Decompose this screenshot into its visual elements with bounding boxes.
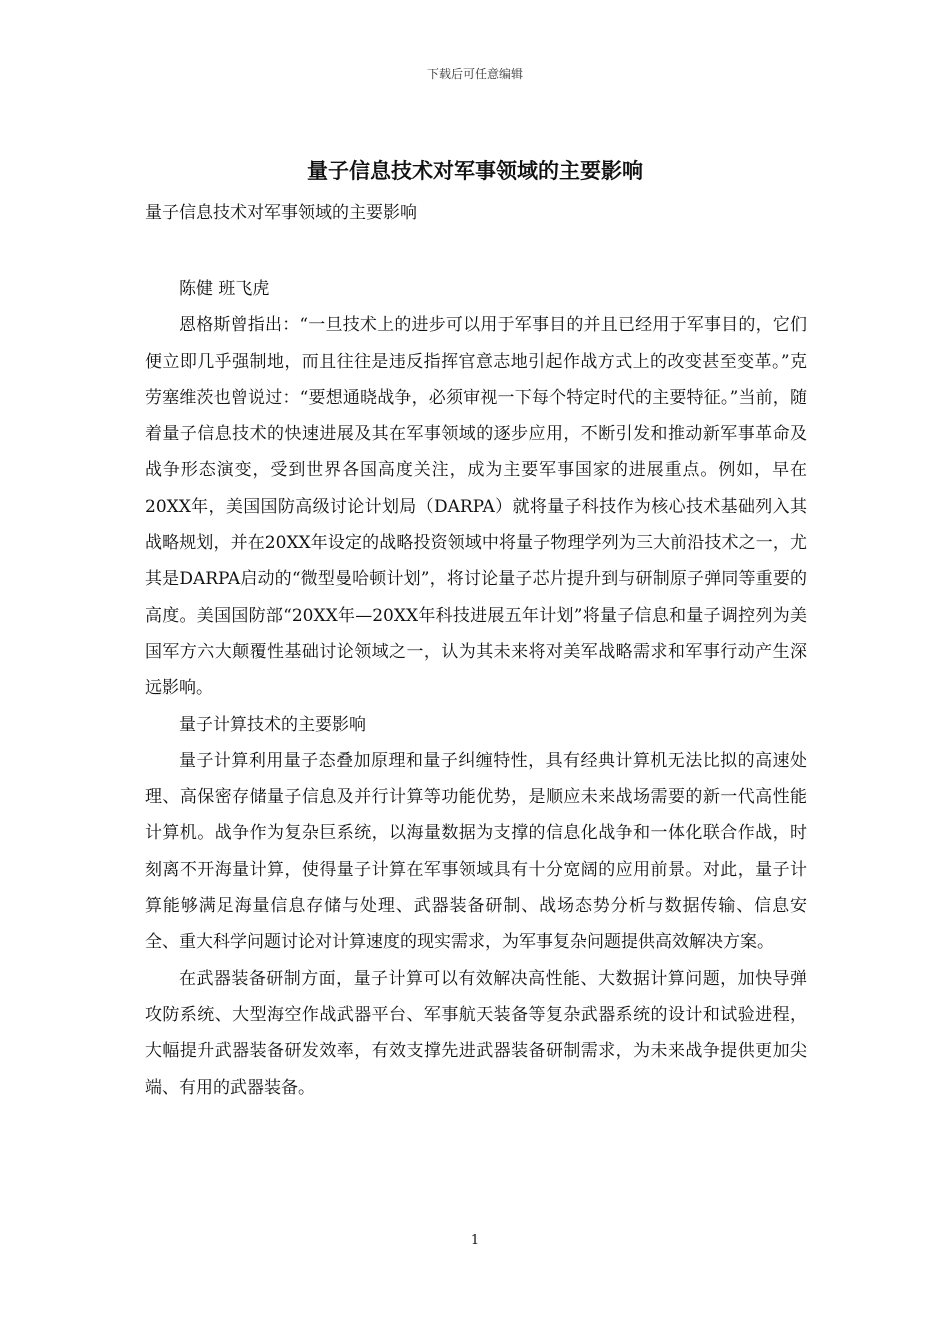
body-paragraph: 在武器装备研制方面，量子计算可以有效解决高性能、大数据计算问题，加快导弹攻防系统、大型海空作战武器平台、军事航天装备等复杂武器系统的设计和试验进程，大幅提升武器装备研发效率，有效支撑先进武器装备研制需求，为未来战争提供更加尖端、有用的武器装备。 [145,968,807,1098]
section-heading: 量子计算技术的主要影响 [179,714,366,735]
body-paragraph: 恩格斯曾指出：“一旦技术上的进步可以用于军事目的并且已经用于军事目的，它们便立即几乎强制地，而且往往是违反指挥官意志地引起作战方式上的改变甚至变革。”克劳塞维茨也曾说过：“要想通晓战争，必须审视一下每个特定时代的主要特征。”当前，随着量子信息技术的快速进展及其在军事领域的逐步应用，不断引发和推动新军事革命及战争形态演变，受到世界各国高度关注，成为主要军事国家的进展重点。例如，早在20XX年，美国国防高级讨论计划局（DARPA）就将量子科技作为核心技术基础列入其战略规划，并在20XX年设定的战略投资领域中将量子物理学列为三大前沿技术之一，尤其是DARPA启动的“微型曼哈顿计划”，将讨论量子芯片提升到与研制原子弹同等重要的高度。美国国防部“20XX年—20XX年科技进展五年计划”将量子信息和量子调控列为美国军方六大颠覆性基础讨论领域之一，认为其未来将对美军战略需求和军事行动产生深远影响。 [145,315,807,699]
author-line: 陈健 班飞虎 [179,279,270,299]
document-subtitle: 量子信息技术对军事领域的主要影响 [145,203,417,223]
page-number: 1 [470,1233,480,1248]
document-title: 量子信息技术对军事领域的主要影响 [307,159,643,183]
document-body [145,271,807,1106]
page-header-note: 下载后可任意编辑 [426,67,523,81]
body-paragraph: 量子计算利用量子态叠加原理和量子纠缠特性，具有经典计算机无法比拟的高速处理、高保密存储量子信息及并行计算等功能优势，是顺应未来战场需要的新一代高性能计算机。战争作为复杂巨系统，以海量数据为支撑的信息化战争和一体化联合作战，时刻离不开海量计算，使得量子计算在军事领域具有十分宽阔的应用前景。对此，量子计算能够满足海量信息存储与处理、武器装备研制、战场态势分析与数据传输、信息安全、重大科学问题讨论对计算速度的现实需求，为军事复杂问题提供高效解决方案。 [145,750,807,953]
